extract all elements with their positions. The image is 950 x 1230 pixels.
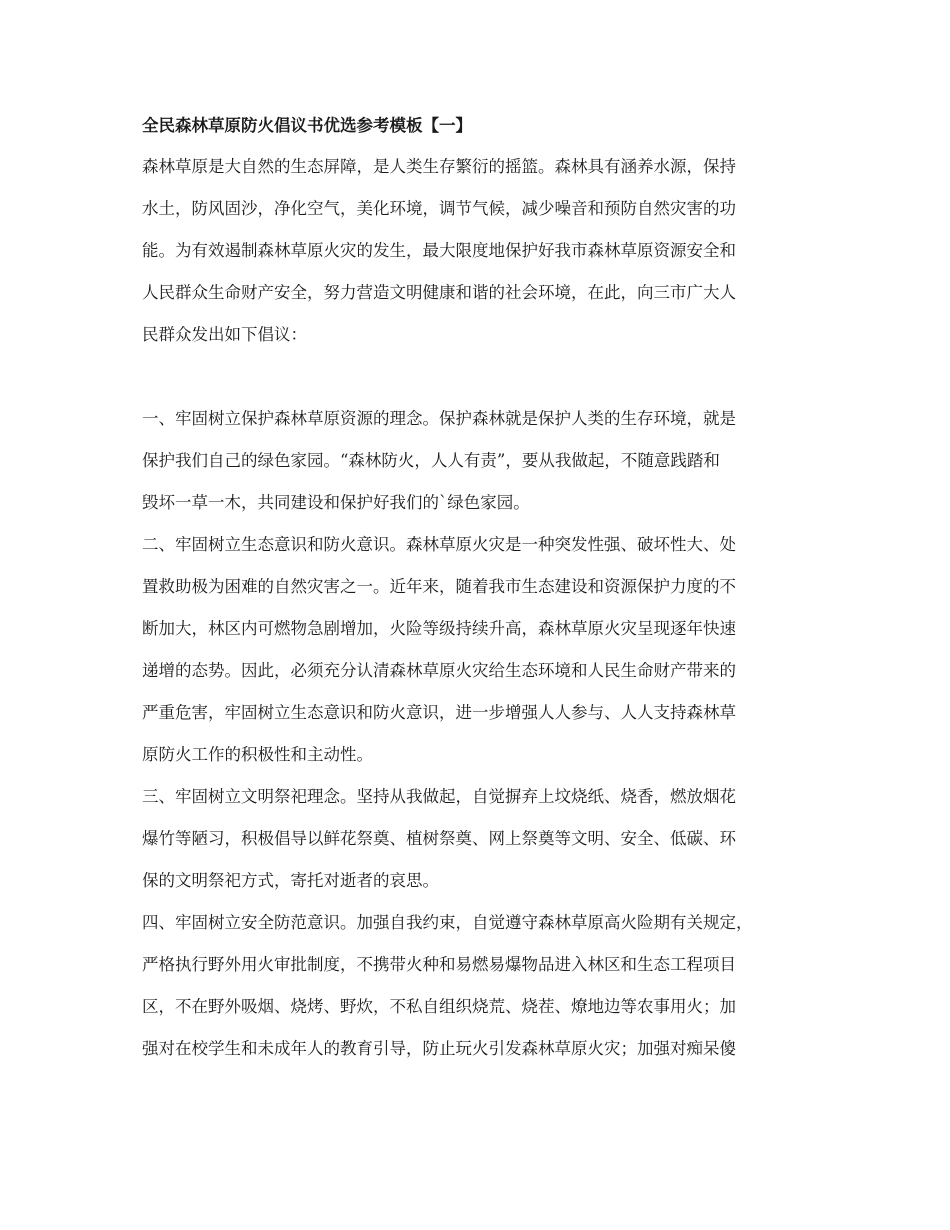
text-line: 森林草原是大自然的生态屏障，是人类生存繁衍的摇篮。森林具有涵养水源，保持 <box>142 157 736 176</box>
text-line: 置救助极为困难的自然灾害之一。近年来，随着我市生态建设和资源保护力度的不 <box>142 577 736 596</box>
text-line: 三、牢固树立文明祭祀理念。坚持从我做起，自觉摒弃上坟烧纸、烧香，燃放烟花 <box>142 787 736 806</box>
text-line: 区，不在野外吸烟、烧烤、野炊，不私自组织烧荒、烧茬、燎地边等农事用火；加 <box>142 997 736 1016</box>
text-line: 人民群众生命财产安全，努力营造文明健康和谐的社会环境，在此，向三市广大人 <box>142 283 736 302</box>
text-line: 民群众发出如下倡议： <box>142 325 307 344</box>
text-line: 严格执行野外用火审批制度，不携带火种和易燃易爆物品进入林区和生态工程项目 <box>142 955 736 974</box>
text-line: 保护我们自己的绿色家园。“森林防火，人人有责”，要从我做起，不随意践踏和 <box>142 451 720 470</box>
document-page <box>142 112 822 1070</box>
text-line: 一、牢固树立保护森林草原资源的理念。保护森林就是保护人类的生存环境，就是 <box>142 409 736 428</box>
text-line: 严重危害，牢固树立生态意识和防火意识，进一步增强人人参与、人人支持森林草 <box>142 703 736 722</box>
text-line: 二、牢固树立生态意识和防火意识。森林草原火灾是一种突发性强、破坏性大、处 <box>142 535 736 554</box>
text-line: 毁坏一草一木，共同建设和保护好我们的`绿色家园。 <box>142 493 530 512</box>
text-line: 断加大，林区内可燃物急剧增加，火险等级持续升高，森林草原火灾呈现逐年快速 <box>142 619 736 638</box>
text-line: 递增的态势。因此，必须充分认清森林草原火灾给生态环境和人民生命财产带来的 <box>142 661 736 680</box>
document-title: 全民森林草原防火倡议书优选参考模板【一】 <box>142 116 472 135</box>
text-line: 四、牢固树立安全防范意识。加强自我约束，自觉遵守森林草原高火险期有关规定， <box>142 913 753 932</box>
text-line: 爆竹等陋习，积极倡导以鲜花祭奠、植树祭奠、网上祭奠等文明、安全、低碳、环 <box>142 829 736 848</box>
text-line: 保的文明祭祀方式，寄托对逝者的哀思。 <box>142 871 439 890</box>
blank-line <box>142 356 822 398</box>
text-line: 水土，防风固沙，净化空气，美化环境，调节气候，减少噪音和预防自然灾害的功 <box>142 199 736 218</box>
text-line: 能。为有效遏制森林草原火灾的发生，最大限度地保护好我市森林草原资源安全和 <box>142 241 736 260</box>
text-line: 原防火工作的积极性和主动性。 <box>142 745 373 764</box>
text-line: 强对在校学生和未成年人的教育引导，防止玩火引发森林草原火灾；加强对痴呆傻 <box>142 1039 736 1058</box>
